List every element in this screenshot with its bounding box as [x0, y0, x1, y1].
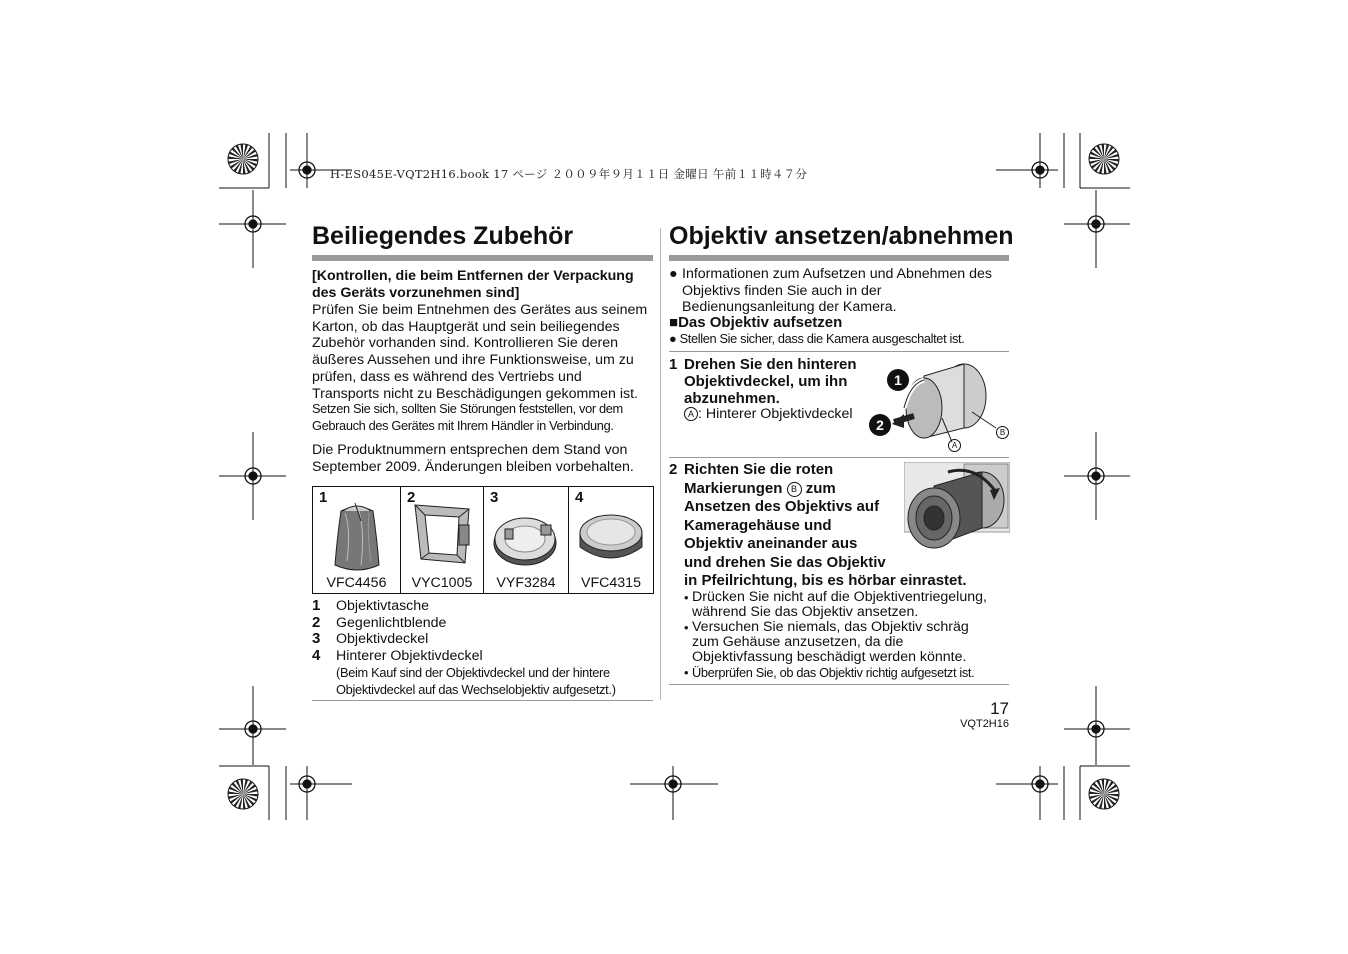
figure-marker-2: 2 — [869, 414, 891, 436]
step1-line: Objektivdeckel, um ihn — [684, 373, 848, 391]
note-line: Versuchen Sie niemals, das Objektiv schräg — [692, 619, 969, 635]
step2-line: und drehen Sie das Objektiv — [684, 553, 886, 571]
accessory-cell — [313, 487, 401, 594]
purchase-note-line: Objektivdeckel auf das Wechselobjektiv aufgesetzt.) — [336, 681, 616, 697]
step1-number: 1 — [669, 356, 678, 373]
intro-small-line: Setzen Sie sich, sollten Sie Störungen feststellen, vor dem — [312, 401, 623, 416]
right-bottom-rule — [669, 684, 1009, 685]
accessory-number: 3 — [490, 489, 499, 506]
step1-label-text: : Hinterer Objektivdeckel — [698, 406, 853, 422]
step2-line: Richten Sie die roten — [684, 461, 834, 478]
list-text: Objektivdeckel — [336, 631, 429, 647]
accessory-number: 4 — [575, 489, 584, 506]
list-text: Hinterer Objektivdeckel — [336, 648, 483, 664]
figure-letter-a: A — [948, 439, 961, 452]
intro-small-note — [312, 401, 657, 434]
intro-bold-heading — [312, 268, 657, 301]
document-code: VQT2H16 — [960, 718, 1009, 730]
step2-line: Ansetzen des Objektivs auf — [684, 498, 880, 515]
step2-line-part: zum — [805, 479, 836, 497]
info-line: Bedienungsanleitung der Kamera. — [682, 299, 897, 316]
lens-hood-image — [401, 499, 483, 571]
step1-line: abzunehmen. — [684, 390, 780, 408]
step2-number: 2 — [669, 461, 678, 478]
right-section-title: Objektiv ansetzen/abnehmen — [669, 222, 1014, 250]
list-number: 3 — [312, 630, 321, 647]
note-bullet: • — [684, 620, 689, 635]
purchase-note — [336, 665, 616, 698]
intro-line: Zubehör vorhanden sind. Kontrollieren Sie deren — [312, 335, 619, 352]
accessory-code: VYF3284 — [496, 575, 556, 591]
intro-bold-line: [Kontrollen, die beim Entfernen der Verpackung — [312, 268, 634, 284]
step2-note — [684, 665, 1014, 680]
accessories-table — [312, 486, 654, 594]
section-title-text: Das Objektiv aufsetzen — [678, 314, 843, 331]
note-line: Objektivfassung beschädigt werden könnte. — [692, 649, 967, 665]
note-line: während Sie das Objektiv ansetzen. — [692, 604, 919, 620]
intro-small-line: Gebrauch des Gerätes mit Ihrem Händler in Verbindung. — [312, 417, 614, 433]
step2-note — [684, 590, 1014, 620]
section-heading — [669, 315, 842, 332]
info-line: Objektivs finden Sie auch in der — [682, 282, 882, 299]
letter-b-circle: B — [787, 482, 802, 497]
intro-bold-line: des Geräts vorzunehmen sind] — [312, 284, 520, 301]
figure-letter-b: B — [996, 426, 1009, 439]
info-bullet: ● — [669, 266, 678, 282]
intro-line: Karton, ob das Hauptgerät und sein beiliegendes — [312, 318, 620, 335]
note-bullet: • — [684, 590, 689, 605]
right-title-rule — [669, 255, 1009, 261]
step2-notes — [684, 590, 1014, 680]
intro-paragraph — [312, 302, 657, 402]
accessory-number: 1 — [319, 489, 328, 506]
file-header-line: H-ES045E-VQT2H16.book 17 ページ ２００９年９月１１日 金曜日 午前１１時４７分 — [330, 167, 808, 181]
note-line: Überprüfen Sie, ob das Objektiv richtig aufgesetzt ist. — [692, 665, 975, 680]
note-body — [692, 665, 1014, 680]
purchase-note-line: (Beim Kauf sind der Objektivdeckel und der hintere — [336, 665, 610, 680]
intro-line: Prüfen Sie beim Entnehmen des Gerätes aus seinem — [312, 302, 648, 318]
column-divider — [660, 228, 661, 700]
intro-line: äußeres Aussehen und ihre Funktionsweise, um zu — [312, 352, 634, 369]
note-line: Die Produktnummern entsprechen dem Stand von — [312, 442, 628, 458]
note-line: zum Gehäuse anzusetzen, da die — [692, 634, 904, 650]
step-rule — [669, 457, 1009, 458]
page-number: 17 — [990, 699, 1009, 718]
intro-line: Transports nicht zu Beschädigungen gekommen ist. — [312, 385, 638, 402]
step1-text — [684, 356, 857, 408]
step1-line: Drehen Sie den hinteren — [684, 356, 857, 373]
step2-line-part: Markierungen — [684, 479, 783, 497]
figure-marker-1: 1 — [887, 369, 909, 391]
accessory-cell — [569, 487, 654, 594]
section-note-text: Stellen Sie sicher, dass die Kamera ausgeschaltet ist. — [679, 331, 965, 346]
letter-a-circle: A — [684, 407, 698, 421]
note-body — [692, 590, 1014, 620]
list-number: 1 — [312, 597, 321, 614]
step1-figure — [864, 356, 1012, 456]
left-title-rule — [312, 255, 653, 261]
note-bullet: • — [684, 665, 689, 680]
accessory-code: VFC4456 — [326, 575, 387, 591]
note-line: September 2009. Änderungen bleiben vorbehalten. — [312, 458, 634, 475]
product-numbers-note — [312, 442, 657, 475]
left-section-title: Beiliegendes Zubehör — [312, 222, 574, 250]
info-paragraph — [682, 266, 1012, 316]
left-bottom-rule — [312, 700, 653, 701]
info-line: Informationen zum Aufsetzen und Abnehmen des — [682, 266, 992, 282]
list-text: Objektivtasche — [336, 598, 430, 614]
accessory-code: VFC4315 — [581, 575, 641, 591]
step2-note — [684, 620, 1014, 665]
list-text: Gegenlichtblende — [336, 615, 447, 631]
lens-cap-image — [484, 499, 568, 571]
section-note — [669, 331, 964, 348]
note-line: Drücken Sie nicht auf die Objektiventriegelung, — [692, 589, 987, 605]
accessory-cell — [484, 487, 569, 594]
note-body — [692, 620, 1014, 665]
list-number: 2 — [312, 614, 321, 631]
step-rule — [669, 351, 1009, 352]
step2-line: Objektiv aneinander aus — [684, 535, 858, 552]
step2-line: in Pfeilrichtung, bis es hörbar einrastet. — [684, 572, 967, 589]
note-bullet: ● — [669, 331, 677, 346]
section-square-mark: ■ — [669, 314, 679, 331]
accessory-code: VYC1005 — [411, 575, 473, 591]
step2-figure — [904, 462, 1010, 558]
accessory-number: 2 — [407, 489, 416, 506]
intro-line: prüfen, dass es während des Vertriebs und — [312, 368, 582, 385]
list-number: 4 — [312, 647, 321, 664]
accessory-cell — [401, 487, 484, 594]
step2-line: Kameragehäuse und — [684, 516, 832, 534]
step1-label — [684, 406, 853, 423]
rear-lens-cap-image — [569, 499, 653, 571]
lens-pouch-image — [313, 499, 400, 571]
